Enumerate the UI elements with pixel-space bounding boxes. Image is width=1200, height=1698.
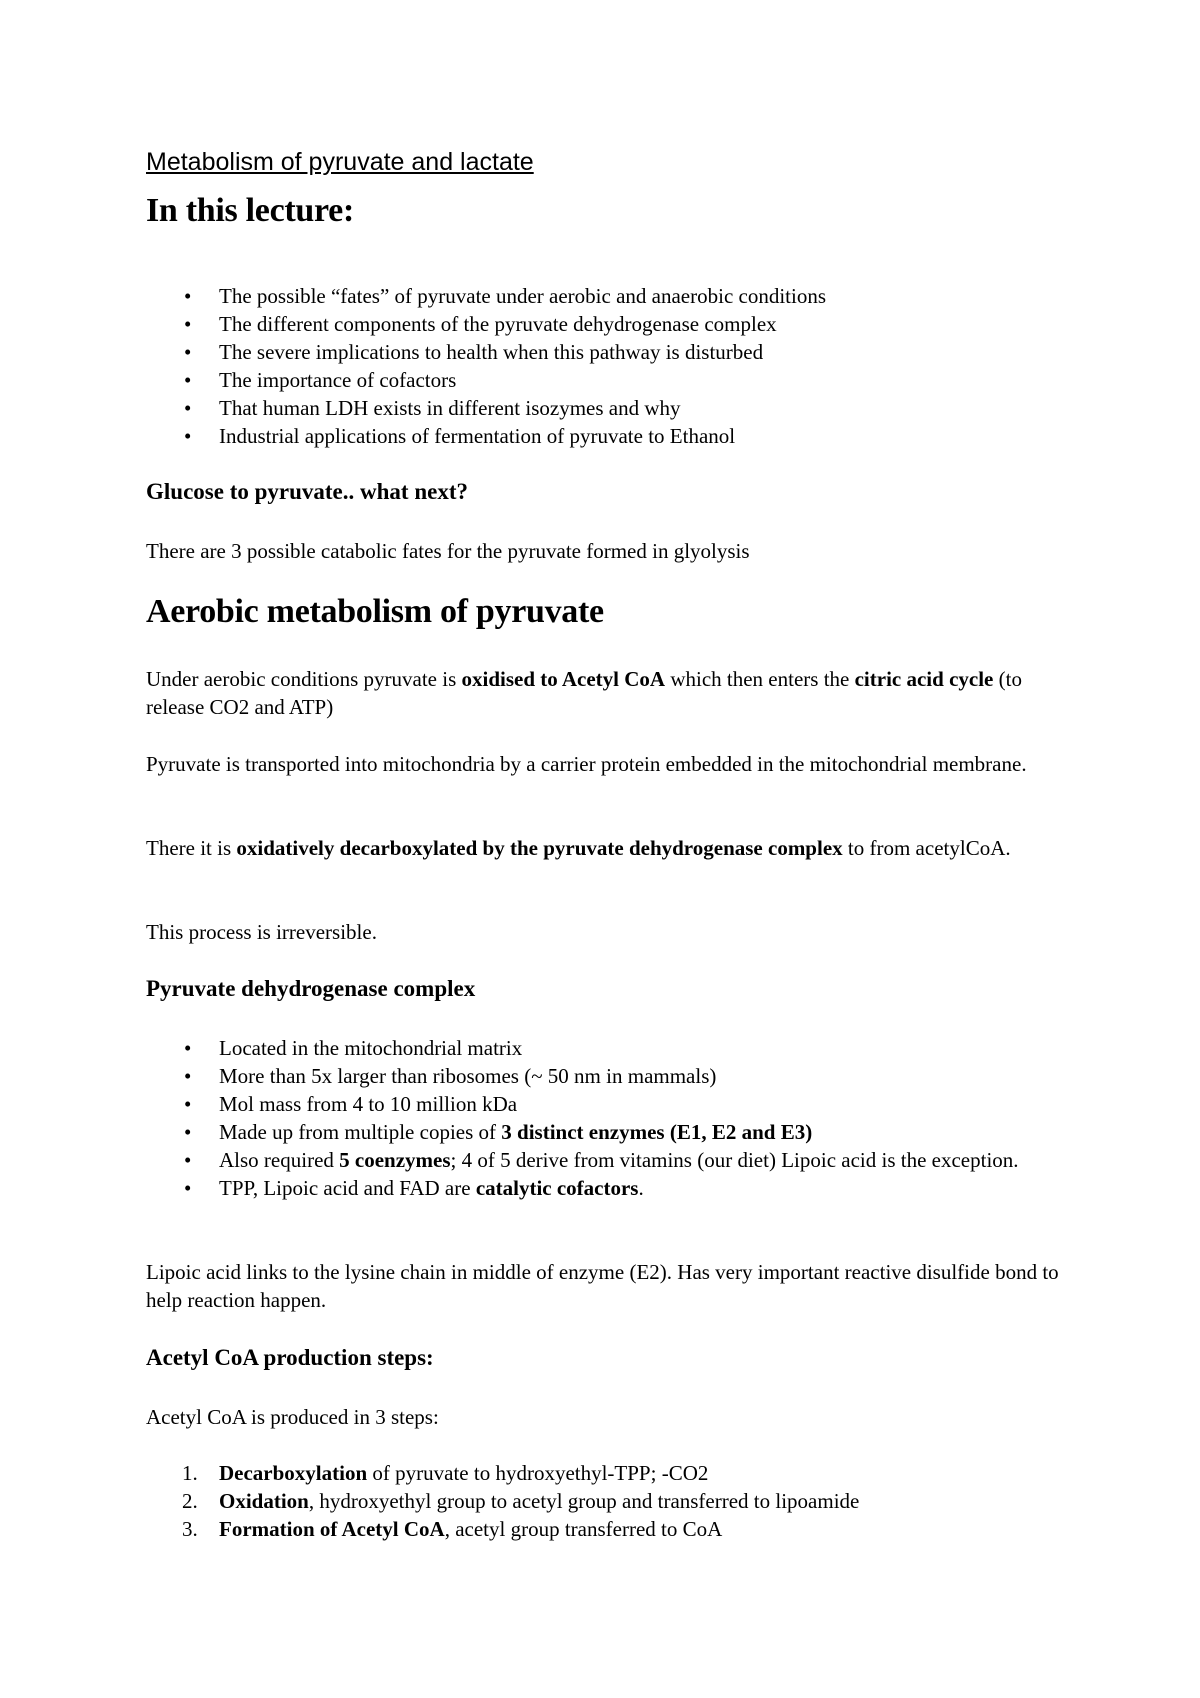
bold-run: oxidatively decarboxylated by the pyruvate dehydrogenase complex bbox=[236, 836, 843, 860]
bold-run: 5 coenzymes bbox=[339, 1148, 451, 1172]
step-number: 1. bbox=[182, 1461, 198, 1485]
document-title: Metabolism of pyruvate and lactate bbox=[146, 148, 534, 176]
glucose-heading: Glucose to pyruvate.. what next? bbox=[146, 479, 468, 504]
text-run: , hydroxyethyl group to acetyl group and transferred to lipoamide bbox=[308, 1489, 860, 1513]
pdc-points-list bbox=[146, 1034, 1076, 1202]
lecture-points-list bbox=[146, 282, 1076, 450]
text-run: to from acetylCoA. bbox=[842, 836, 1011, 860]
text-run: , acetyl group transferred to CoA bbox=[444, 1517, 723, 1541]
text-run: . bbox=[638, 1176, 644, 1200]
text-run: Made up from multiple copies of bbox=[219, 1120, 502, 1144]
text-run: Under aerobic conditions pyruvate is bbox=[146, 667, 462, 691]
acetyl-intro: Acetyl CoA is produced in 3 steps: bbox=[146, 1405, 439, 1429]
list-item: • The severe implications to health when this pathway is disturbed bbox=[146, 338, 1076, 366]
list-item: • The possible “fates” of pyruvate under aerobic and anaerobic conditions bbox=[146, 282, 1076, 310]
list-item: • Industrial applications of fermentation of pyruvate to Ethanol bbox=[146, 422, 1076, 450]
bold-run: oxidised to Acetyl CoA bbox=[461, 667, 666, 691]
lecture-heading: In this lecture: bbox=[146, 192, 354, 229]
bold-run: catalytic cofactors bbox=[475, 1176, 639, 1200]
text-run: which then enters the bbox=[665, 667, 855, 691]
list-item: • Located in the mitochondrial matrix bbox=[146, 1034, 1076, 1062]
list-item bbox=[146, 1459, 1076, 1487]
text-run: Also required bbox=[219, 1148, 340, 1172]
text-run: TPP, Lipoic acid and FAD are bbox=[219, 1176, 476, 1200]
aerobic-paragraph-1 bbox=[146, 665, 1076, 721]
list-item bbox=[146, 1118, 1076, 1146]
text-run: There it is bbox=[146, 836, 237, 860]
glucose-paragraph: There are 3 possible catabolic fates for the pyruvate formed in glyolysis bbox=[146, 539, 750, 563]
list-item: • Mol mass from 4 to 10 million kDa bbox=[146, 1090, 1076, 1118]
lipoic-paragraph: Lipoic acid links to the lysine chain in middle of enzyme (E2). Has very important reactive disulfide bond to help reaction happen. bbox=[146, 1260, 1059, 1312]
bold-run: Oxidation bbox=[219, 1489, 309, 1513]
text-run: of pyruvate to hydroxyethyl-TPP; -CO2 bbox=[367, 1461, 709, 1485]
bold-run: Decarboxylation bbox=[219, 1461, 368, 1485]
step-number: 2. bbox=[182, 1489, 198, 1513]
list-item bbox=[146, 1146, 1076, 1174]
list-item: • The different components of the pyruvate dehydrogenase complex bbox=[146, 310, 1076, 338]
step-number: 3. bbox=[182, 1517, 198, 1541]
text-run: ; 4 of 5 derive from vitamins (our diet) Lipoic acid is the exception. bbox=[450, 1148, 1019, 1172]
aerobic-paragraph-4: This process is irreversible. bbox=[146, 920, 377, 944]
aerobic-paragraph-2: Pyruvate is transported into mitochondria by a carrier protein embedded in the mitochondrial membrane. bbox=[146, 752, 1027, 776]
list-item: • The importance of cofactors bbox=[146, 366, 1076, 394]
bold-run: citric acid cycle bbox=[854, 667, 994, 691]
bold-run: 3 distinct enzymes (E1, E2 and E3) bbox=[501, 1120, 813, 1144]
acetyl-steps-list bbox=[146, 1459, 1076, 1543]
acetyl-heading: Acetyl CoA production steps: bbox=[146, 1345, 434, 1370]
list-item: • That human LDH exists in different isozymes and why bbox=[146, 394, 1076, 422]
aerobic-paragraph-3 bbox=[146, 834, 1076, 862]
list-item bbox=[146, 1487, 1076, 1515]
text-run: (to release CO2 and ATP) bbox=[146, 667, 1022, 719]
list-item bbox=[146, 1515, 1076, 1543]
list-item bbox=[146, 1174, 1076, 1202]
list-item: • More than 5x larger than ribosomes (~ 50 nm in mammals) bbox=[146, 1062, 1076, 1090]
bold-run: Formation of Acetyl CoA bbox=[219, 1517, 445, 1541]
pdc-heading: Pyruvate dehydrogenase complex bbox=[146, 976, 476, 1001]
aerobic-heading: Aerobic metabolism of pyruvate bbox=[146, 593, 604, 630]
